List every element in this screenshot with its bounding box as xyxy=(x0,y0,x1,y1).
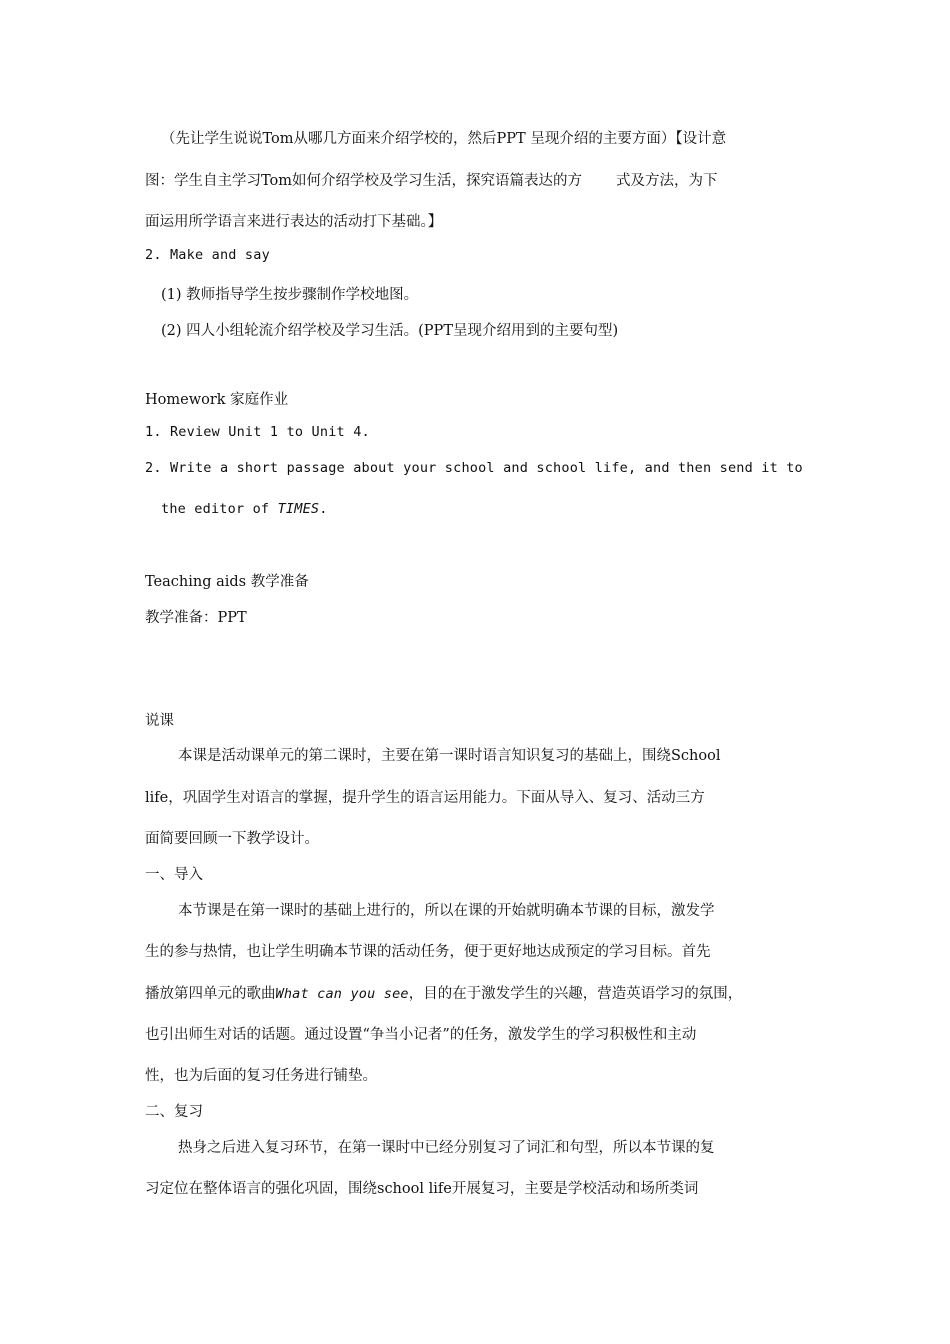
section-heading-homework: Homework 家庭作业 xyxy=(145,392,289,408)
text-span: ，目的在于激发学生的兴趣，营造英语学习的氛围， xyxy=(408,986,743,1002)
text-span: 播放第四单元的歌曲 xyxy=(145,986,276,1002)
paragraph-line: 本节课是在第一课时的基础上进行的，所以在课的开始就明确本节课的目标，激发学 xyxy=(178,903,715,919)
homework-item-continued xyxy=(161,501,328,517)
homework-item: 1. Review Unit 1 to Unit 4. xyxy=(145,424,370,440)
paragraph-line: 热身之后进入复习环节，在第一课时中已经分别复习了词汇和句型，所以本节课的复 xyxy=(178,1140,715,1156)
list-subitem: (2) 四人小组轮流介绍学校及学习生活。(PPT呈现介绍用到的主要句型) xyxy=(161,323,619,339)
paragraph-line xyxy=(145,169,718,190)
section-heading-review: 二、复习 xyxy=(145,1104,203,1120)
text-span: 式及方法，为下 xyxy=(616,173,718,189)
text-span: the editor of xyxy=(161,501,278,517)
list-subitem: (1) 教师指导学生按步骤制作学校地图。 xyxy=(161,287,419,303)
paragraph-line: 本课是活动课单元的第二课时，主要在第一课时语言知识复习的基础上，围绕School xyxy=(178,748,721,764)
paragraph-line: 教学准备：PPT xyxy=(145,610,247,626)
list-item-heading: 2. Make and say xyxy=(145,247,270,263)
homework-item: 2. Write a short passage about your school and school life, and then send it to xyxy=(145,460,803,476)
section-heading-intro: 一、导入 xyxy=(145,867,203,883)
paragraph-line xyxy=(145,982,742,1003)
paragraph-line: 也引出师生对话的话题。通过设置“争当小记者”的任务，激发学生的学习积极性和主动 xyxy=(145,1027,697,1043)
text-span: 图：学生自主学习Tom如何介绍学校及学习生活，探究语篇表达的方 xyxy=(145,173,583,189)
section-heading-shuoke: 说课 xyxy=(145,713,174,729)
text-span: . xyxy=(319,501,328,517)
paragraph-line: 面运用所学语言来进行表达的活动打下基础。】 xyxy=(145,214,443,230)
section-heading-teaching-aids: Teaching aids 教学准备 xyxy=(145,574,309,590)
paragraph-line: life，巩固学生对语言的掌握，提升学生的语言运用能力。下面从导入、复习、活动三方 xyxy=(145,790,705,806)
paragraph-line: 性，也为后面的复习任务进行铺垫。 xyxy=(145,1068,377,1084)
paragraph-line: 习定位在整体语言的强化巩固，围绕school life开展复习，主要是学校活动和场所类词 xyxy=(145,1181,699,1197)
paragraph-line: （先让学生说说Tom从哪几方面来介绍学校的，然后PPT 呈现介绍的主要方面）【设计意 xyxy=(161,131,727,147)
paragraph-line: 生的参与热情，也让学生明确本节课的活动任务，便于更好地达成预定的学习目标。首先 xyxy=(145,944,711,960)
song-title: What can you see xyxy=(275,986,409,1002)
paragraph-line: 面简要回顾一下教学设计。 xyxy=(145,831,319,847)
times-title: TIMES xyxy=(277,501,320,517)
